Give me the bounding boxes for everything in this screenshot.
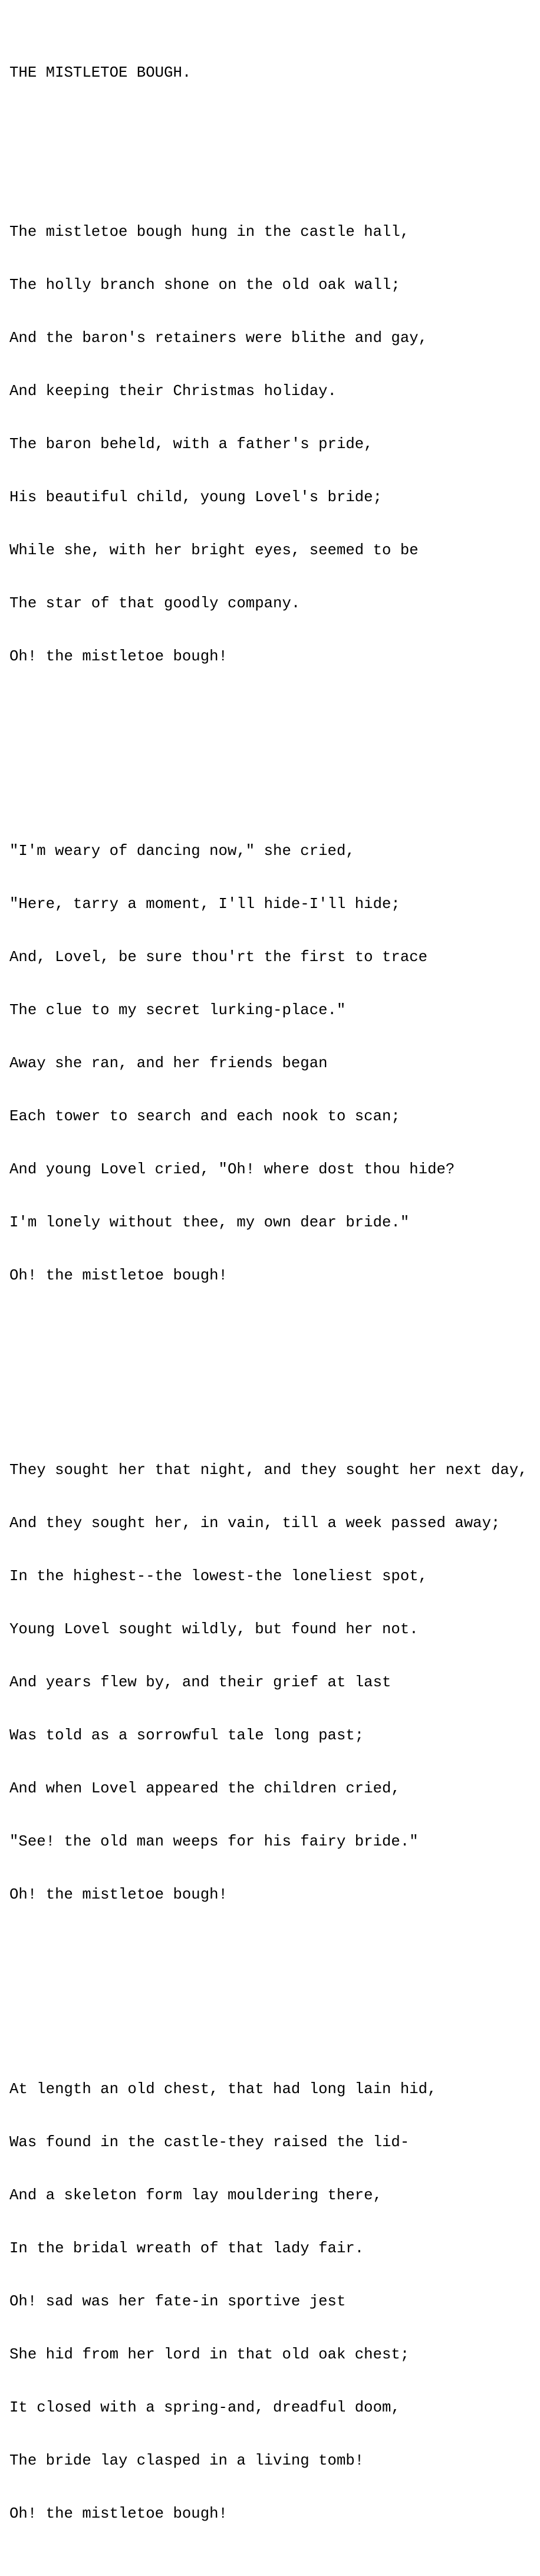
verse-line: "Here, tarry a moment, I'll hide-I'll hide;: [9, 896, 400, 913]
verse-line: Young Lovel sought wildly, but found her not.: [9, 1621, 419, 1638]
blank-line: [9, 1356, 528, 1373]
verse-line: His beautiful child, young Lovel's bride;: [9, 489, 383, 506]
verse-line: It closed with a spring-and, dreadful doom,: [9, 2399, 400, 2416]
refrain-line: Oh! the mistletoe bough!: [9, 2505, 228, 2522]
verse-line: In the highest--the lowest-the loneliest spot,: [9, 1568, 428, 1585]
poem-document: [9, 29, 528, 2576]
verse-line: "I'm weary of dancing now," she cried,: [9, 843, 355, 860]
verse-line: I'm lonely without thee, my own dear bride.": [9, 1214, 410, 1231]
verse-line: She hid from her lord in that old oak chest;: [9, 2346, 410, 2363]
verse-line: The baron beheld, with a father's pride,: [9, 436, 373, 453]
verse-line: And they sought her, in vain, till a week passed away;: [9, 1515, 501, 1532]
verse-line: The star of that goodly company.: [9, 595, 301, 612]
verse-line: And, Lovel, be sure thou'rt the first to trace: [9, 949, 428, 966]
stanza-2: [9, 807, 528, 1320]
verse-line: The mistletoe bough hung in the castle hall,: [9, 223, 410, 241]
verse-line: And young Lovel cried, "Oh! where dost thou hide?: [9, 1161, 455, 1178]
verse-line: The bride lay clasped in a living tomb!: [9, 2452, 364, 2469]
verse-line: While she, with her bright eyes, seemed to be: [9, 542, 419, 559]
blank-line: [9, 736, 528, 754]
poem-title: THE MISTLETOE BOUGH.: [9, 64, 192, 81]
verse-line: And the baron's retainers were blithe and gay,: [9, 330, 428, 347]
stanza-3: [9, 1426, 528, 1939]
verse-line: Each tower to search and each nook to scan;: [9, 1108, 400, 1125]
verse-line: Oh! sad was her fate-in sportive jest: [9, 2293, 346, 2310]
verse-line: Away she ran, and her friends began: [9, 1055, 328, 1072]
verse-line: "See! the old man weeps for his fairy bride.": [9, 1833, 419, 1850]
verse-line: And keeping their Christmas holiday.: [9, 383, 337, 400]
verse-line: And when Lovel appeared the children cried,: [9, 1780, 400, 1797]
refrain-line: Oh! the mistletoe bough!: [9, 1886, 228, 1903]
refrain-line: Oh! the mistletoe bough!: [9, 1267, 228, 1284]
stanza-1: [9, 188, 528, 701]
verse-line: They sought her that night, and they sought her next day,: [9, 1462, 528, 1479]
refrain-line: Oh! the mistletoe bough!: [9, 648, 228, 665]
verse-line: And years flew by, and their grief at last: [9, 1674, 391, 1691]
verse-line: The clue to my secret lurking-place.": [9, 1002, 346, 1019]
stanza-4: [9, 2045, 528, 2558]
verse-line: The holly branch shone on the old oak wall;: [9, 277, 400, 294]
verse-line: Was told as a sorrowful tale long past;: [9, 1727, 364, 1744]
verse-line: At length an old chest, that had long lain hid,: [9, 2081, 437, 2098]
verse-line: Was found in the castle-they raised the lid-: [9, 2134, 410, 2151]
verse-line: And a skeleton form lay mouldering there,: [9, 2187, 383, 2204]
verse-line: In the bridal wreath of that lady fair.: [9, 2240, 364, 2257]
blank-line: [9, 1975, 528, 1992]
blank-line: [9, 117, 528, 135]
